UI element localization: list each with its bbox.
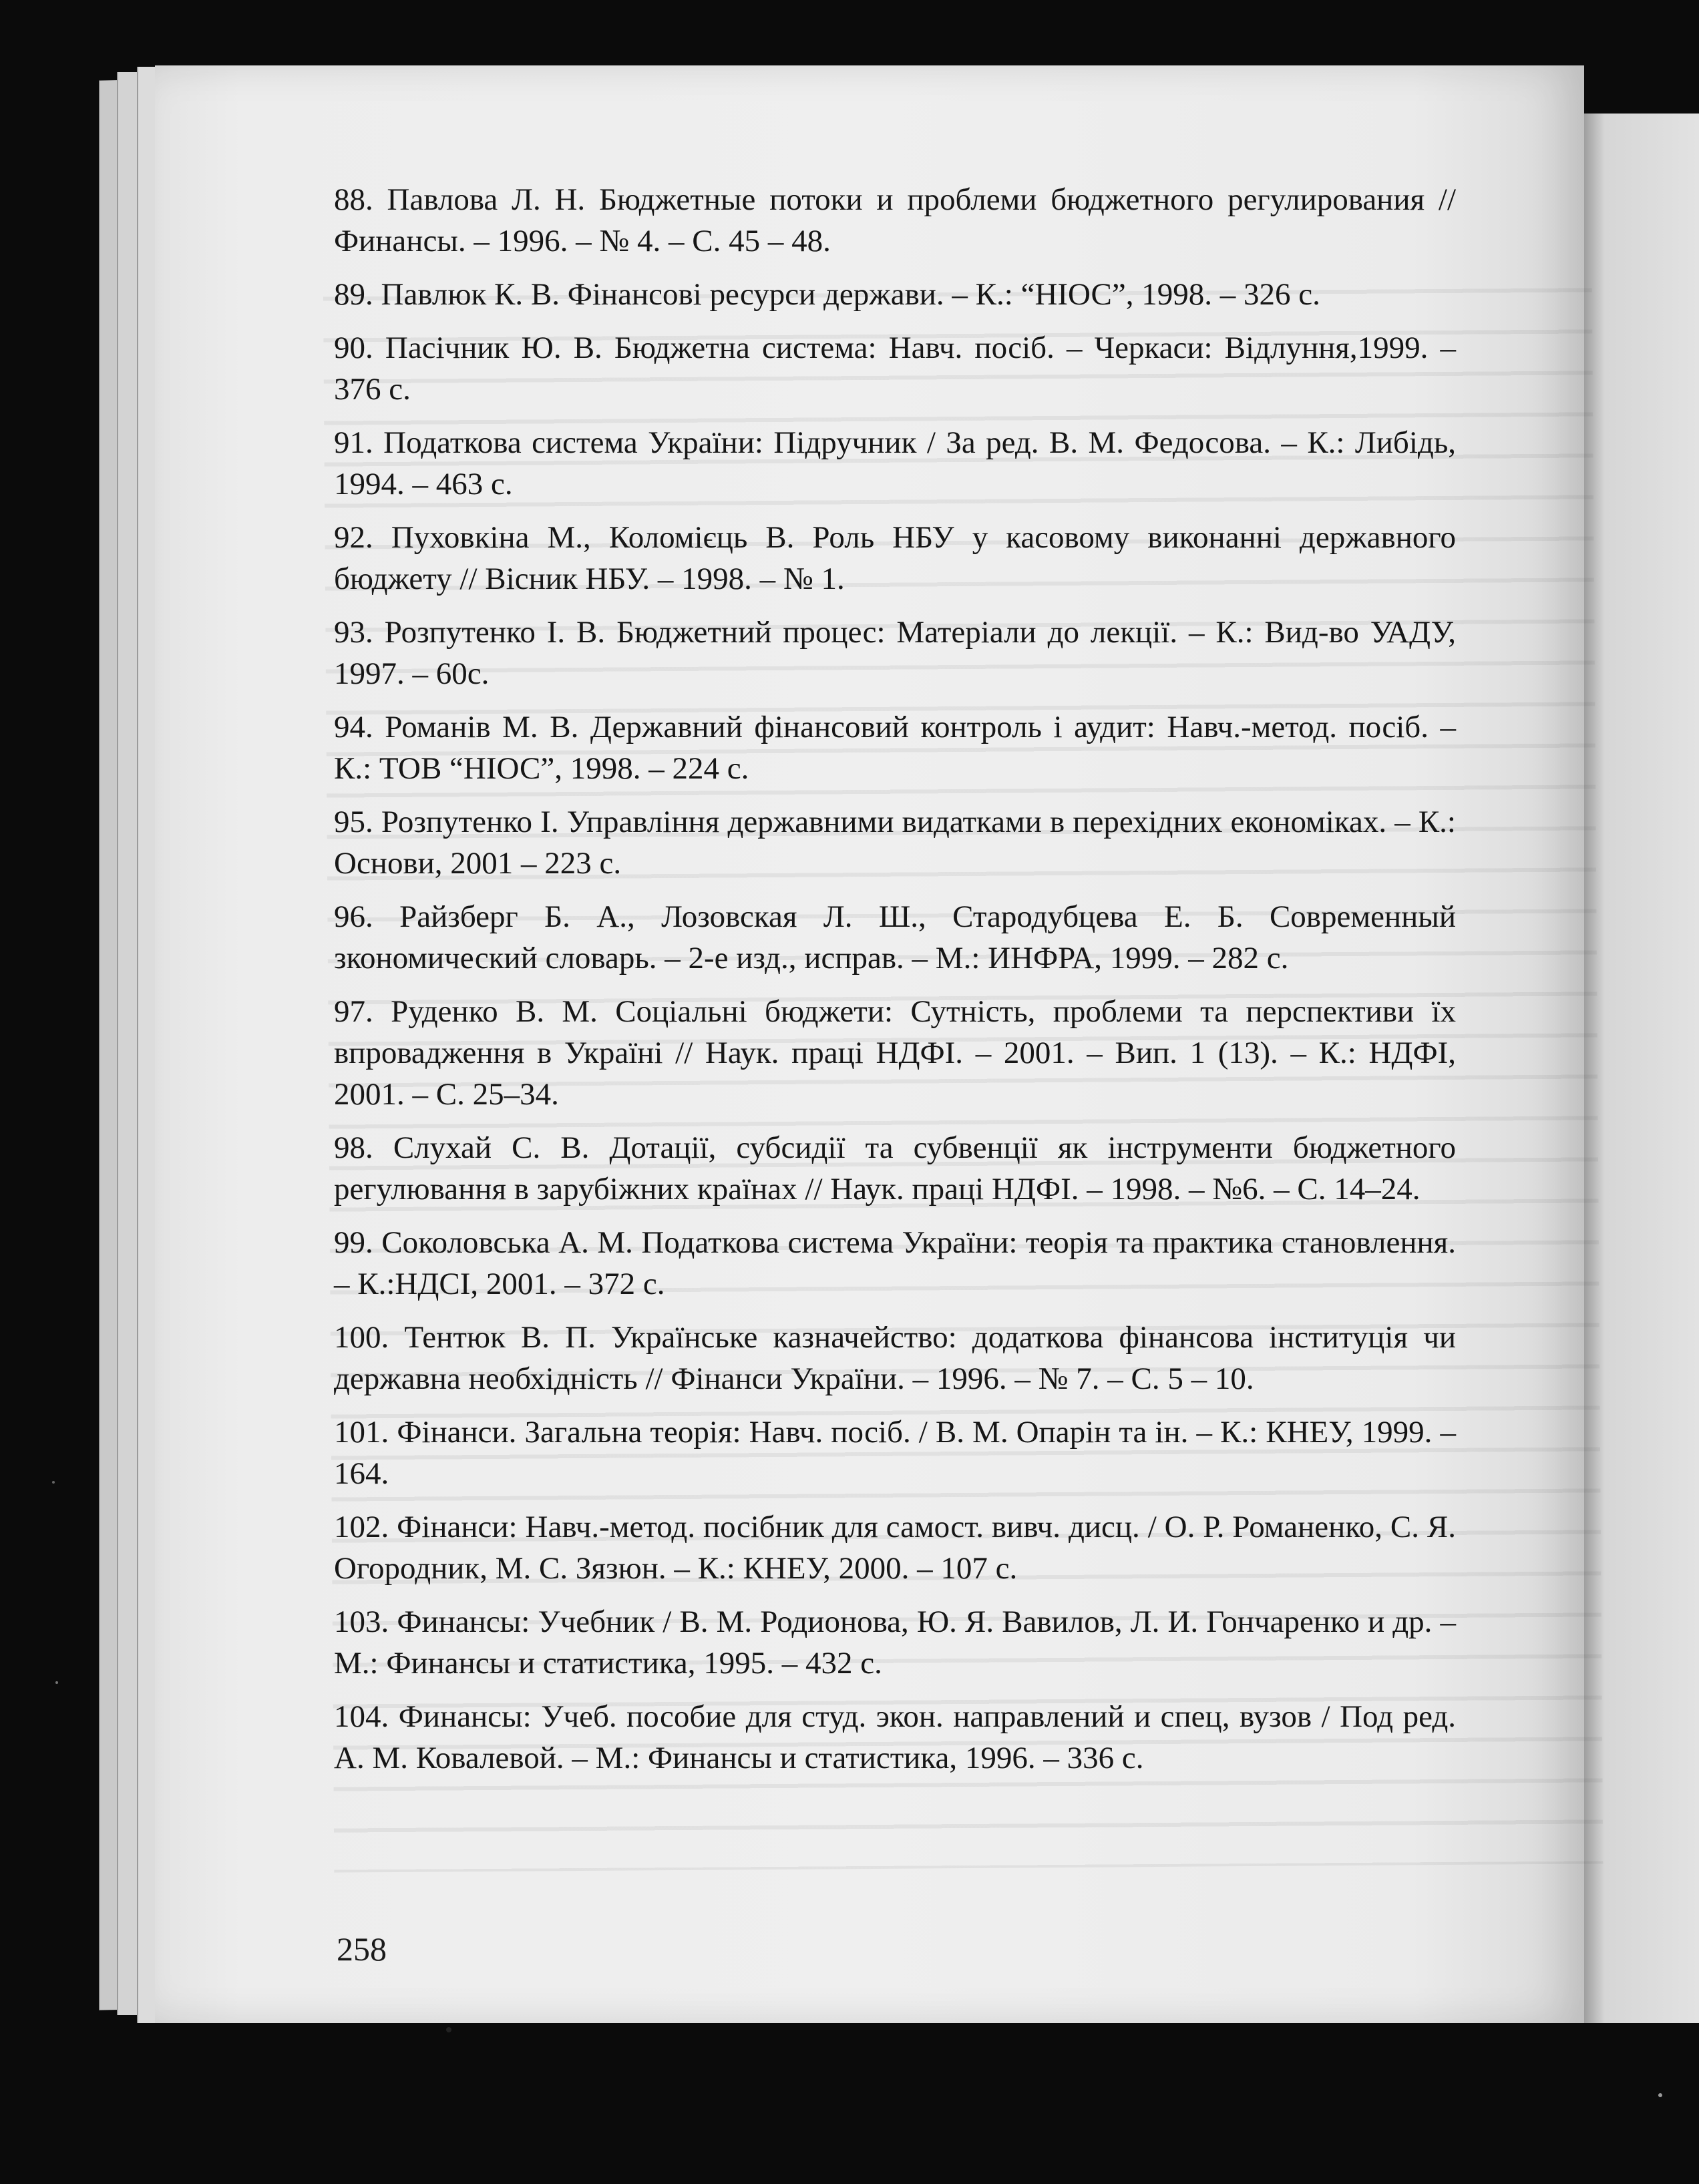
reference-entry: 92. Пуховкіна М., Коломієць В. Роль НБУ у касовому виконанні державного бюджету // Вісник НБУ. – 1998. – № 1. xyxy=(334,520,1456,596)
reference-entry: 90. Пасічник Ю. В. Бюджетна система: Навч. посіб. – Черкаси: Відлуння,1999. – 376 с. xyxy=(334,331,1456,407)
reference-entry: 101. Фінанси. Загальна теорія: Навч. посіб. / В. М. Опарін та ін. – К.: КНЕУ, 1999. – 164. xyxy=(334,1415,1456,1491)
reference-entry: 93. Розпутенко І. В. Бюджетний процес: Матеріали до лекції. – К.: Вид-во УАДУ, 1997. – 60с. xyxy=(334,615,1456,691)
reference-entry: 89. Павлюк К. В. Фінансові ресурси держави. – К.: “НІОС”, 1998. – 326 с. xyxy=(334,277,1320,312)
reference-entry: 95. Розпутенко І. Управління державними видатками в перехідних економіках. – К.: Основи, 2001 – 223 с. xyxy=(334,805,1456,881)
reference-entry: 88. Павлова Л. Н. Бюджетные потоки и проблеми бюджетного регулирования // Финансы. – 1996. – № 4. – С. 45 – 48. xyxy=(334,182,1456,258)
reference-entry: 102. Фінанси: Навч.-метод. посібник для самост. вивч. дисц. / О. Р. Романенко, С. Я. Огородник, М. С. Зязюн. – К.: КНЕУ, 2000. – 107 с. xyxy=(334,1510,1456,1586)
reference-entry: 104. Финансы: Учеб. пособие для студ. экон. направлений и спец, вузов / Под ред. А. М. Ковалевой. – М.: Финансы и статистика, 1996. – 336 с. xyxy=(334,1699,1456,1775)
reference-entry: 91. Податкова система України: Підручник / За ред. В. М. Федосова. – К.: Либідь, 1994. – 463 с. xyxy=(334,425,1456,501)
reference-entry: 98. Слухай С. В. Дотації, субсидії та субвенції як інструменти бюджетного регулювання в зарубіжних країнах // Наук. праці НДФІ. – 1998. – №6. – С. 14–24. xyxy=(334,1130,1456,1207)
page-number: 258 xyxy=(337,1930,387,1968)
reference-entry: 103. Финансы: Учебник / В. М. Родионова, Ю. Я. Вавилов, Л. И. Гончаренко и др. – М.: Финансы и статистика, 1995. – 432 с. xyxy=(334,1604,1456,1681)
reference-entry: 97. Руденко В. М. Соціальні бюджети: Сутність, проблеми та перспективи їх впровадження в Україні // Наук. праці НДФІ. – 2001. – Вип. 1 (13). – К.: НДФІ, 2001. – С. 25–34. xyxy=(334,994,1456,1112)
reference-entry: 99. Соколовська А. М. Податкова система України: теорія та практика становлення. – К.:НДСІ, 2001. – 372 с. xyxy=(334,1225,1456,1301)
reference-entry: 94. Романів М. В. Державний фінансовий контроль і аудит: Навч.-метод. посіб. – К.: ТОВ “НІОС”, 1998. – 224 с. xyxy=(334,710,1456,786)
reference-entry: 96. Райзберг Б. А., Лозовская Л. Ш., Стародубцева Е. Б. Современный зкономический словарь. – 2-е изд., исправ. – М.: ИНФРА, 1999. – 282 с. xyxy=(334,899,1456,975)
reference-entry: 100. Тентюк В. П. Українське казначейство: додаткова фінансова інституція чи державна необхідність // Фінанси України. – 1996. – № 7. – С. 5 – 10. xyxy=(334,1320,1456,1396)
